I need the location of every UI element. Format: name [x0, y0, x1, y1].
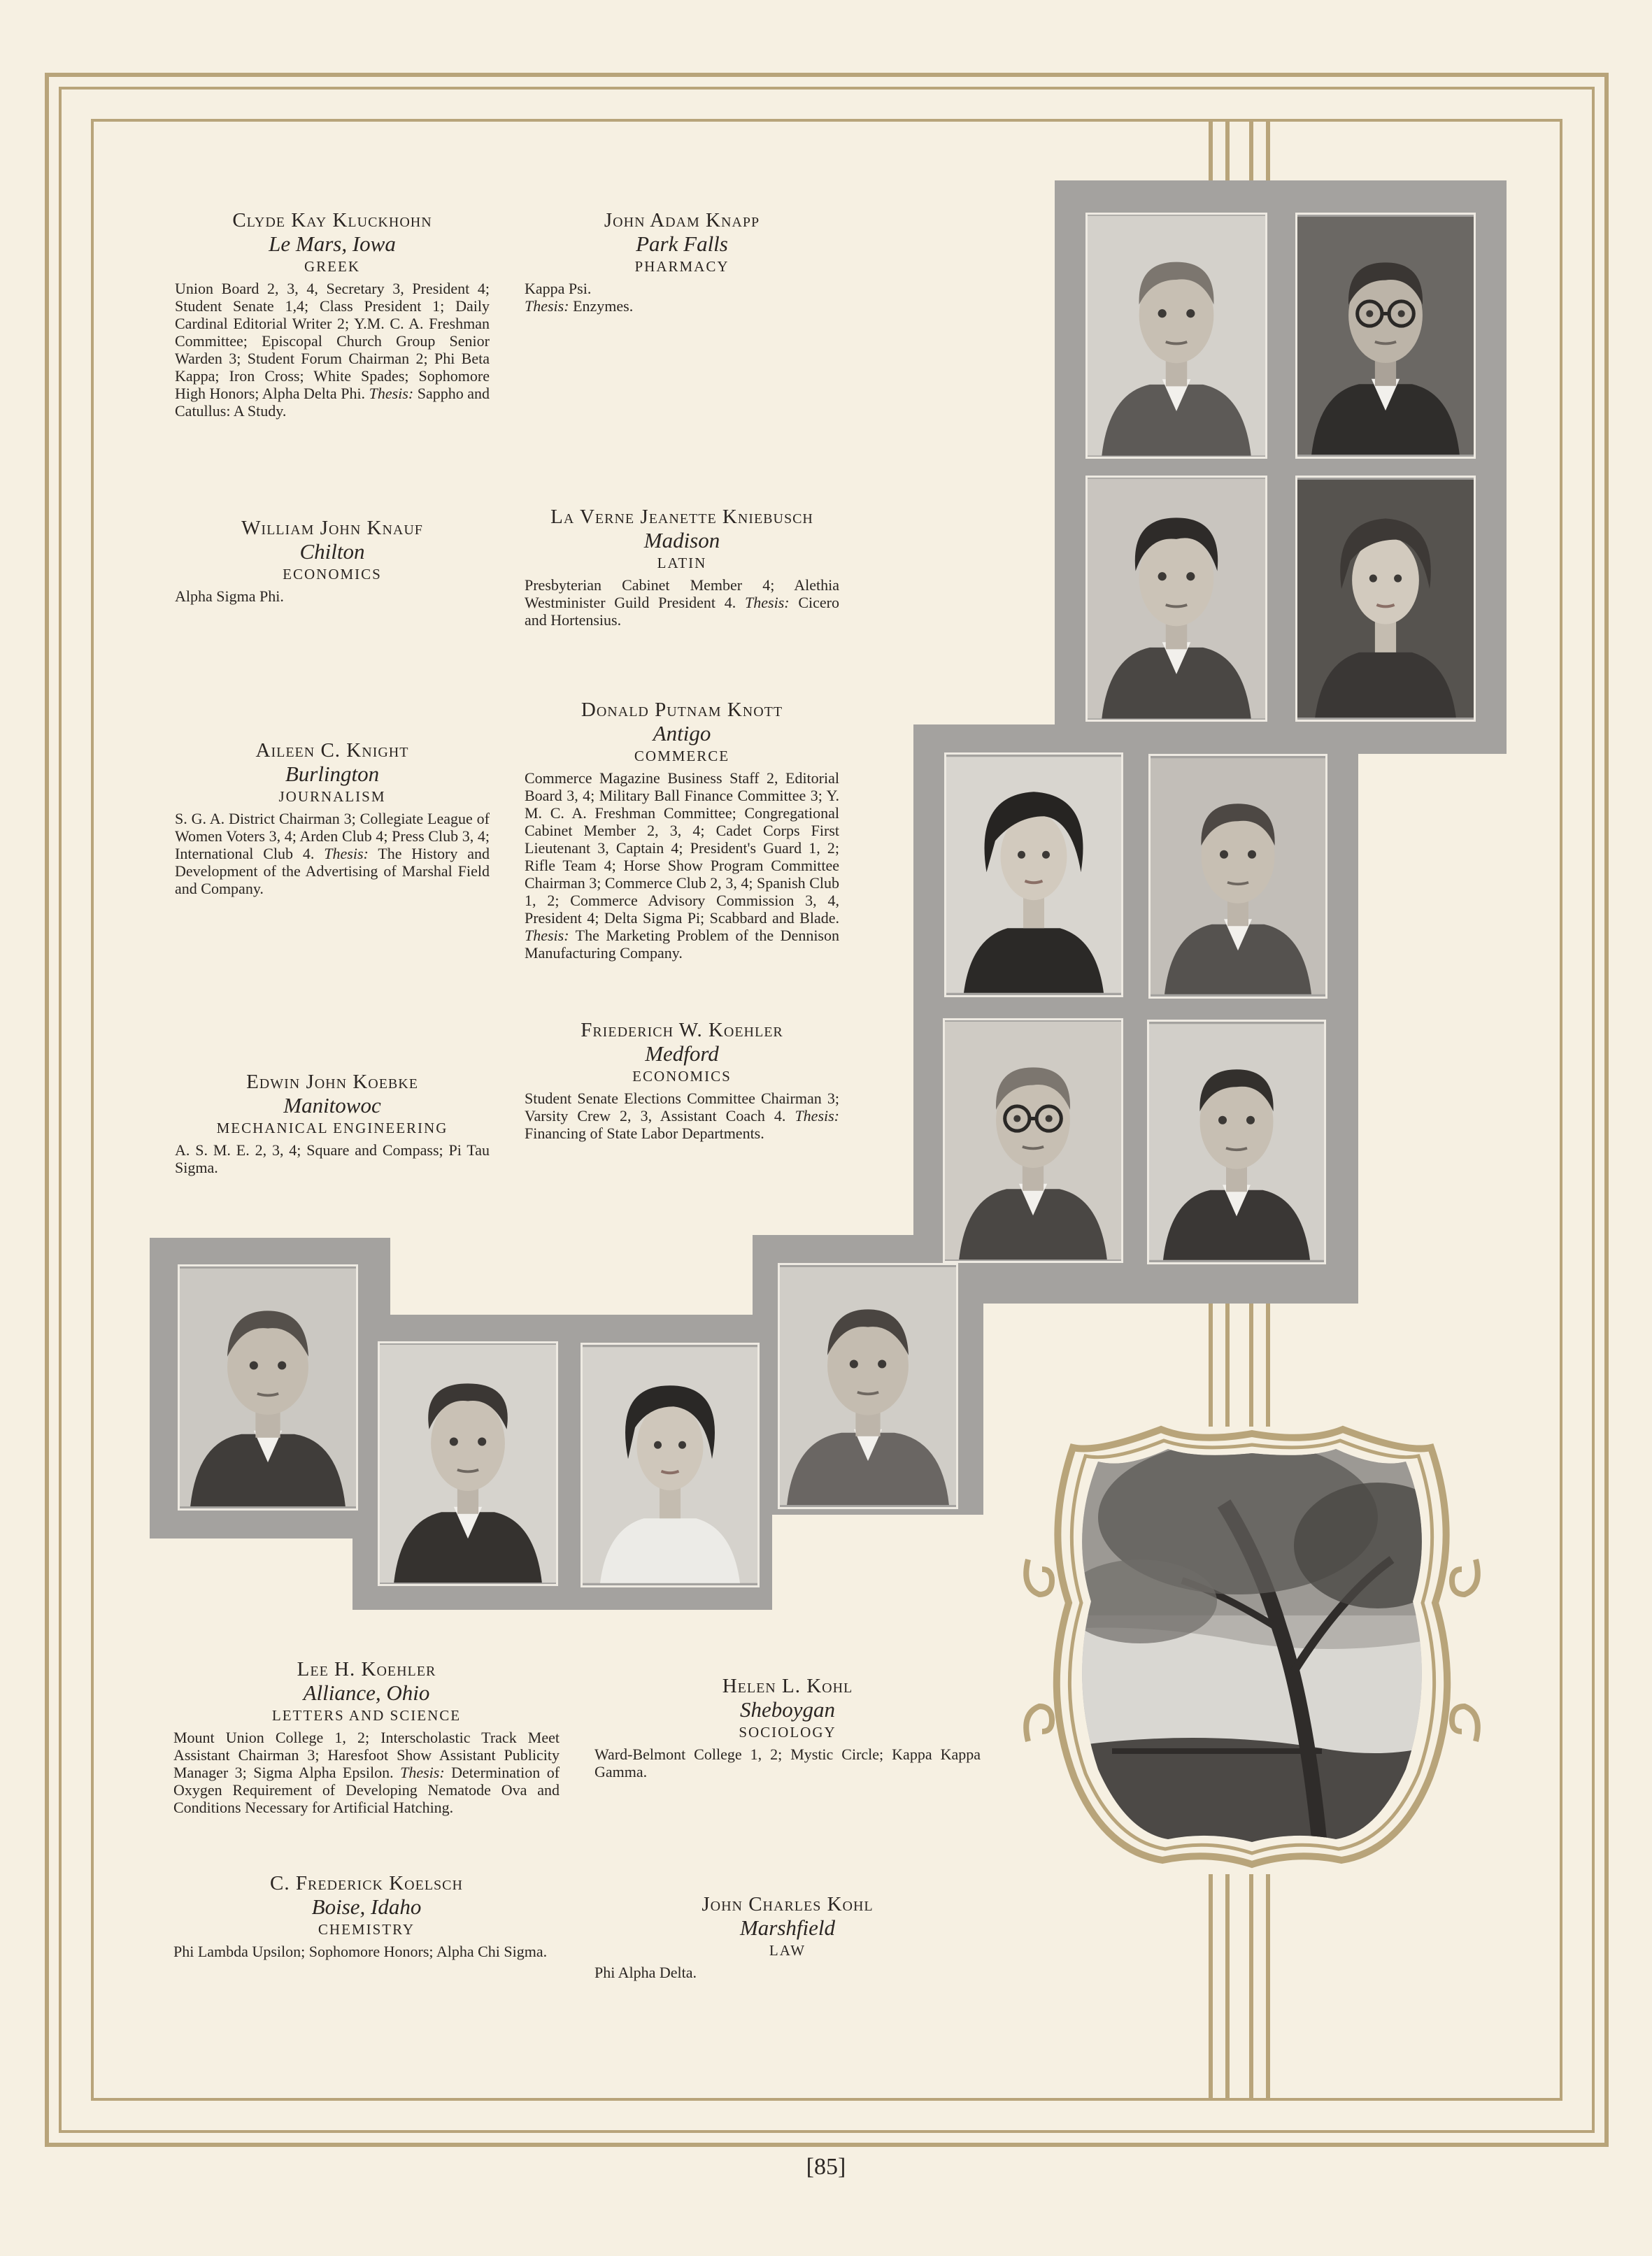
- portrait-woman-icon: [1297, 478, 1474, 720]
- hometown: Sheboygan: [739, 1697, 836, 1722]
- portrait-photo: [1295, 213, 1476, 459]
- entry-kluckhohn: [175, 208, 490, 420]
- portrait-photo: [378, 1341, 558, 1586]
- activities: [525, 576, 839, 629]
- student-name: John Charles Kohl: [702, 1893, 874, 1915]
- thesis-label: Thesis:: [745, 594, 790, 611]
- entry-f-koehler: [525, 1018, 839, 1142]
- thesis-label: Thesis:: [525, 927, 569, 944]
- divider-line: [1225, 1301, 1230, 1427]
- thesis-label: Thesis:: [525, 297, 569, 315]
- activities: [173, 1943, 560, 1960]
- divider-line: [1266, 1301, 1270, 1427]
- divider-line: [1209, 1874, 1213, 2101]
- hometown: Medford: [645, 1041, 719, 1066]
- portrait-photo: [1085, 213, 1267, 459]
- entry-kniebusch: [525, 505, 839, 629]
- hometown: Burlington: [285, 762, 380, 786]
- portrait-woman-icon: [583, 1345, 757, 1585]
- portrait-man-icon: [1088, 215, 1265, 457]
- divider-line: [1266, 119, 1270, 182]
- entry-knauf: [175, 516, 490, 605]
- divider-line: [1209, 119, 1213, 182]
- entry-knapp: [525, 208, 839, 315]
- major: CHEMISTRY: [318, 1921, 415, 1938]
- activities-text: Phi Alpha Delta.: [594, 1964, 697, 1981]
- hometown: Marshfield: [739, 1915, 836, 1940]
- entry-koebke: [175, 1070, 490, 1176]
- thesis-text: Enzymes.: [573, 297, 634, 315]
- divider-line: [1249, 1301, 1253, 1427]
- portrait-photo: [943, 1018, 1123, 1263]
- portrait-woman-icon: [946, 755, 1121, 995]
- portrait-man-icon: [380, 1343, 556, 1584]
- portrait-man-icon: [780, 1265, 956, 1507]
- landscape-cartouche: [1014, 1420, 1490, 1874]
- major: GREEK: [304, 258, 360, 275]
- major: SOCIOLOGY: [739, 1724, 836, 1741]
- thesis-text: Financing of State Labor Departments.: [525, 1125, 764, 1142]
- portrait-man-icon: [1088, 478, 1265, 720]
- activities: [175, 1141, 490, 1176]
- hometown: Park Falls: [636, 231, 728, 256]
- divider-line: [1209, 1301, 1213, 1427]
- student-name: Helen L. Kohl: [722, 1675, 853, 1697]
- entry-knight: [175, 738, 490, 897]
- activities-text: Alpha Sigma Phi.: [175, 587, 284, 605]
- student-name: C. Frederick Koelsch: [270, 1872, 463, 1894]
- portrait-man-glasses-icon: [945, 1020, 1121, 1261]
- hometown: Boise, Idaho: [311, 1894, 422, 1919]
- major: ECONOMICS: [632, 1068, 732, 1085]
- activities-text: Phi Lambda Upsilon; Sophomore Honors; Alpha Chi Sigma.: [173, 1943, 548, 1960]
- major: LETTERS AND SCIENCE: [271, 1707, 462, 1724]
- hometown: Chilton: [299, 539, 365, 564]
- activities-text: A. S. M. E. 2, 3, 4; Square and Compass; Pi Tau Sigma.: [175, 1141, 490, 1176]
- thesis-label: Thesis:: [400, 1764, 445, 1781]
- thesis-text: Cicero and Hortensius.: [525, 594, 839, 629]
- thesis-text: Sappho and Catullus: A Study.: [175, 385, 490, 420]
- thesis-label: Thesis:: [324, 845, 369, 862]
- portrait-photo: [178, 1264, 358, 1511]
- portrait-photo: [944, 752, 1123, 997]
- activities-text: Student Senate Elections Committee Chairman 3; Varsity Crew 2, 3, Assistant Coach 4.: [525, 1090, 839, 1125]
- activities: [594, 1964, 981, 1981]
- divider-line: [1249, 1874, 1253, 2101]
- divider-line: [1225, 119, 1230, 182]
- activities-text: Kappa Psi.: [525, 280, 592, 297]
- major: JOURNALISM: [278, 788, 386, 805]
- activities: [525, 769, 839, 962]
- portrait-photo: [778, 1263, 958, 1509]
- activities: [175, 280, 490, 420]
- hometown: Manitowoc: [283, 1093, 381, 1118]
- major: PHARMACY: [634, 258, 729, 275]
- major: LATIN: [657, 555, 707, 571]
- activities: [175, 810, 490, 897]
- activities-text: Presbyterian Cabinet Member 4; Alethia Westminister Guild President 4.: [525, 576, 839, 611]
- hometown: Antigo: [653, 721, 711, 745]
- divider-line: [1266, 1874, 1270, 2101]
- portrait-photo: [1295, 476, 1476, 722]
- major: LAW: [769, 1942, 806, 1959]
- major: MECHANICAL ENGINEERING: [216, 1120, 448, 1136]
- entry-l-koehler: [173, 1657, 560, 1816]
- student-name: John Adam Knapp: [604, 209, 760, 231]
- hometown: Madison: [643, 528, 720, 552]
- entry-knott: [525, 698, 839, 962]
- divider-line: [1249, 119, 1253, 182]
- hometown: Le Mars, Iowa: [269, 231, 396, 256]
- portrait-photo: [1085, 476, 1267, 722]
- tree-landscape-icon: [1014, 1420, 1490, 1874]
- portrait-man-icon: [1149, 1022, 1324, 1262]
- hometown: Alliance, Ohio: [303, 1680, 430, 1705]
- major: ECONOMICS: [283, 566, 382, 583]
- activities: [594, 1745, 981, 1780]
- student-name: Friederich W. Koehler: [581, 1019, 783, 1041]
- thesis-text: The History and Development of the Advertising of Marshal Field and Company.: [175, 845, 490, 897]
- portrait-photo: [1147, 1020, 1326, 1264]
- portrait-photo: [581, 1343, 760, 1587]
- thesis-text: Determination of Oxygen Requirement of Developing Nematode Ova and Conditions Necessary for Artificial Hatching.: [173, 1764, 560, 1816]
- student-name: La Verne Jeanette Kniebusch: [550, 506, 813, 528]
- activities: [173, 1729, 560, 1816]
- thesis-text: The Marketing Problem of the Dennison Manufacturing Company.: [525, 927, 839, 962]
- thesis-label: Thesis:: [795, 1107, 839, 1125]
- portrait-man-icon: [180, 1266, 356, 1508]
- activities: [525, 1090, 839, 1142]
- student-name: Donald Putnam Knott: [581, 699, 783, 721]
- entry-j-kohl: [594, 1892, 981, 1981]
- activities-text: Ward-Belmont College 1, 2; Mystic Circle; Kappa Kappa Gamma.: [594, 1745, 981, 1780]
- thesis-label: Thesis:: [369, 385, 414, 402]
- entry-koelsch: [173, 1871, 560, 1960]
- student-name: Clyde Kay Kluckhohn: [232, 209, 432, 231]
- student-name: William John Knauf: [241, 517, 423, 539]
- activities: [175, 587, 490, 605]
- major: COMMERCE: [634, 748, 730, 764]
- student-name: Aileen C. Knight: [255, 739, 409, 762]
- activities-text: Commerce Magazine Business Staff 2, Editorial Board 3, 4; Military Ball Finance Committee 3; Y. M. C. A. Freshman Committee; Congregational Cabinet Member 2, 3, 4; Cadet Corps First Lieutenant 3, Captain 4; President's Guard 1, 2; Rifle Team 4; Horse Show Program Committee Chairman 3; Commerce Club 2, 3, 4; Spanish Club 1, 2; Commerce Advisory Commission 3, 4, President 4; Delta Sigma Pi; Scabbard and Blade.: [525, 769, 839, 927]
- portrait-photo: [1148, 754, 1327, 999]
- entry-h-kohl: [594, 1674, 981, 1780]
- student-name: Lee H. Koehler: [297, 1658, 436, 1680]
- divider-line: [1225, 1874, 1230, 2101]
- activities-text: Union Board 2, 3, 4, Secretary 3, President 4; Student Senate 1,4; Class President 1; Daily Cardinal Editorial Writer 2; Y.M. C. A. Freshman Committee; Episcopal Church Group Senior Warden 3; Student Forum Chairman 2; Phi Beta Kappa; Iron Cross; White Spades; Sophomore High Honors; Alpha Delta Phi.: [175, 280, 490, 402]
- page-number: [85]: [806, 2154, 846, 2180]
- activities-text: S. G. A. District Chairman 3; Collegiate League of Women Voters 3, 4; Arden Club 4; Press Club 3, 4; International Club 4.: [175, 810, 490, 862]
- activities-text: Mount Union College 1, 2; Interscholastic Track Meet Assistant Chairman 3; Haresfoot Show Assistant Publicity Manager 3; Sigma Alpha Epsilon.: [173, 1729, 560, 1781]
- portrait-man-glasses-icon: [1297, 215, 1474, 457]
- activities: [525, 280, 839, 315]
- student-name: Edwin John Koebke: [246, 1071, 418, 1093]
- portrait-man-icon: [1151, 756, 1325, 997]
